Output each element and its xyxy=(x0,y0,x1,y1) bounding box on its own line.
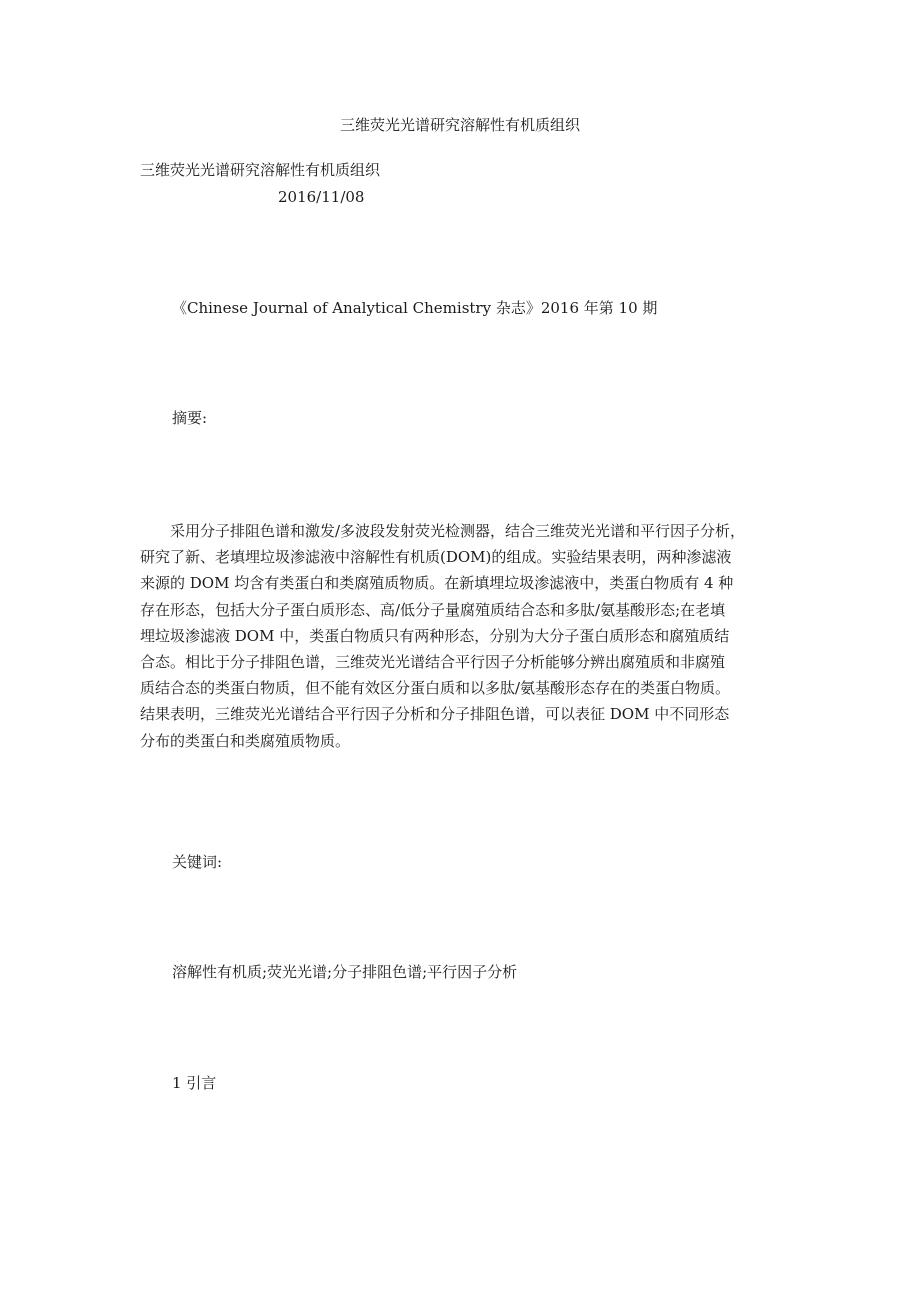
abstract-label: 摘要: xyxy=(172,409,208,427)
abstract-line: 采用分子排阻色谱和激发/多波段发射荧光检测器，结合三维荧光光谱和平行因子分析， xyxy=(140,522,746,540)
abstract-line: 埋垃圾渗滤液 DOM 中，类蛋白物质只有两种形态，分别为大分子蛋白质形态和腐殖质结 xyxy=(140,626,730,645)
abstract-line: 研究了新、老填埋垃圾渗滤液中溶解性有机质(DOM)的组成。实验结果表明，两种渗滤液 xyxy=(140,548,732,567)
abstract-line: 结果表明，三维荧光光谱结合平行因子分析和分子排阻色谱，可以表征 DOM 中不同形态 xyxy=(140,705,730,724)
journal-citation: 《Chinese Journal of Analytical Chemistry 杂志》2016 年第 10 期 xyxy=(172,299,658,317)
abstract-line: 分布的类蛋白和类腐殖质物质。 xyxy=(140,731,351,750)
article-title: 三维荧光光谱研究溶解性有机质组织 xyxy=(140,161,381,179)
keywords-label: 关键词: xyxy=(172,853,223,871)
document-header-title: 三维荧光光谱研究溶解性有机质组织 xyxy=(339,116,580,134)
abstract-line: 来源的 DOM 均含有类蛋白和类腐殖质物质。在新填埋垃圾渗滤液中，类蛋白物质有 4 种 xyxy=(140,574,734,593)
publish-date: 2016/11/08 xyxy=(278,188,365,206)
abstract-line: 存在形态，包括大分子蛋白质形态、高/低分子量腐殖质结合态和多肽/氨基酸形态;在老填 xyxy=(140,600,726,619)
keywords-text: 溶解性有机质;荧光光谱;分子排阻色谱;平行因子分析 xyxy=(172,963,518,981)
abstract-line: 质结合态的类蛋白物质，但不能有效区分蛋白质和以多肽/氨基酸形态存在的类蛋白物质。 xyxy=(140,679,731,698)
abstract-line: 合态。相比于分子排阻色谱，三维荧光光谱结合平行因子分析能够分辨出腐殖质和非腐殖 xyxy=(140,653,726,672)
abstract-body xyxy=(140,518,800,754)
section-heading-introduction: 1 引言 xyxy=(172,1074,217,1092)
